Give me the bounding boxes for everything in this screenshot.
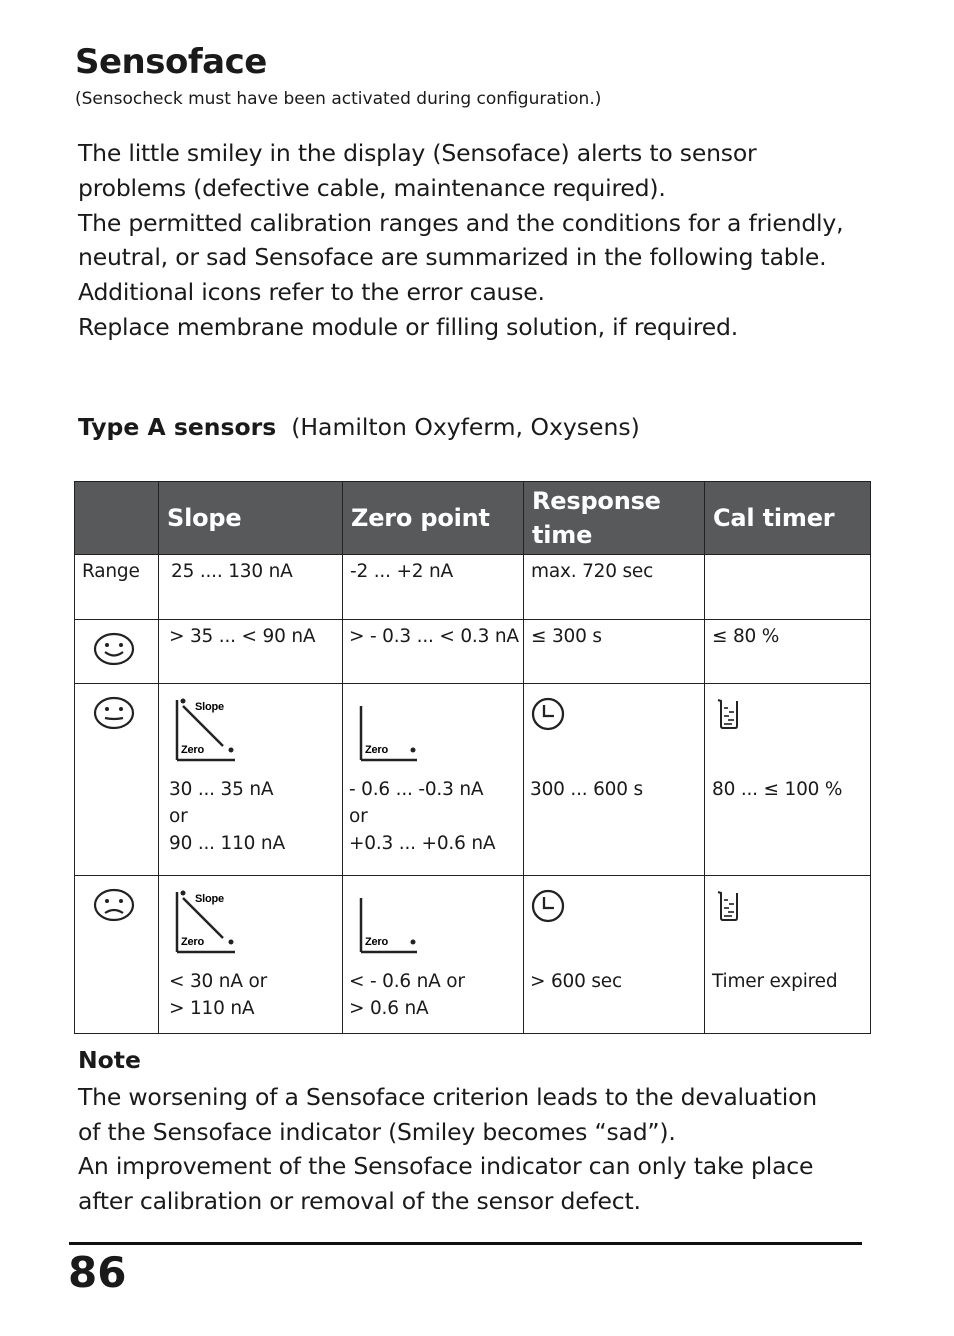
table-cell: [75, 620, 159, 684]
note-line: of the Sensoface indicator (Smiley becomes “sad”).: [78, 1117, 676, 1146]
happy-slope: > 35 ... < 90 nA: [169, 626, 316, 647]
value-line: < - 0.6 nA or: [349, 971, 465, 992]
header-cell-timer: [705, 482, 871, 555]
subtitle: (Sensocheck must have been activated during configuration.): [75, 89, 602, 109]
table-row-sad: [75, 876, 871, 1034]
neutral-face-icon: [93, 696, 135, 730]
intro-line: The little smiley in the display (Sensoface) alerts to sensor: [78, 139, 757, 167]
note-line: An improvement of the Sensoface indicator can only take place: [78, 1152, 814, 1181]
range-zero: -2 ... +2 nA: [350, 561, 453, 582]
table-cell: [75, 684, 159, 876]
intro-line: Additional icons refer to the error cause.: [78, 278, 545, 307]
header-cell-response: [524, 482, 705, 555]
table-cell: [524, 620, 705, 684]
sad-timer-values: [712, 968, 837, 995]
header-cell-zero: [343, 482, 524, 555]
table-row-neutral: [75, 684, 871, 876]
slope-icon-label: Slope: [195, 701, 224, 713]
happy-zero: > - 0.3 ... < 0.3 nA: [349, 626, 519, 647]
happy-timer: ≤ 80 %: [712, 626, 780, 647]
table-row-happy: [75, 620, 871, 684]
value-line: < 30 nA or: [169, 971, 267, 992]
happy-response: ≤ 300 s: [531, 626, 602, 647]
neutral-response-values: [530, 776, 643, 803]
slope-icon-label: Slope: [195, 893, 224, 905]
zero-icon-label: Zero: [365, 936, 389, 948]
value-line: or: [349, 806, 368, 827]
slope-zero-icon: [173, 888, 253, 958]
value-line: - 0.6 ... -0.3 nA: [349, 779, 484, 800]
table-row-range: [75, 555, 871, 620]
neutral-timer-values: [712, 776, 842, 803]
sad-face-icon: [93, 888, 135, 922]
footer-divider: [69, 1242, 862, 1245]
neutral-zero-values: [349, 776, 495, 857]
range-response: max. 720 sec: [531, 561, 654, 582]
value-line: > 600 sec: [530, 971, 622, 992]
zero-icon-label: Zero: [181, 744, 205, 756]
value-line: > 110 nA: [169, 998, 255, 1019]
zero-icon: [357, 888, 437, 958]
intro-line: problems (defective cable, maintenance required).: [78, 173, 666, 202]
intro-paragraph: [78, 136, 843, 345]
header-cal-timer: Cal timer: [713, 504, 835, 532]
range-slope: 25 .... 130 nA: [171, 561, 293, 582]
note-line: after calibration or removal of the sensor defect.: [78, 1186, 641, 1215]
table-cell: [524, 684, 705, 876]
header-slope: Slope: [167, 504, 242, 532]
neutral-slope-values: [169, 776, 285, 857]
value-line: 90 ... 110 nA: [169, 833, 285, 854]
note-line: The worsening of a Sensoface criterion leads to the devaluation: [78, 1083, 817, 1111]
range-timer: [705, 555, 870, 561]
page-number: 86: [68, 1248, 127, 1297]
table-cell: [159, 555, 343, 620]
section-heading: [78, 413, 640, 441]
header-cell-slope: [159, 482, 343, 555]
sad-response-values: [530, 968, 622, 995]
table-cell: [343, 555, 524, 620]
table-cell: [524, 555, 705, 620]
value-line: 80 ... ≤ 100 %: [712, 779, 843, 800]
table-cell: [705, 620, 871, 684]
slope-zero-icon: [173, 696, 253, 766]
header-response-time: Response time: [532, 487, 661, 549]
beaker-timer-icon: [715, 888, 745, 924]
value-line: 30 ... 35 nA: [169, 779, 274, 800]
header-zero-point: Zero point: [351, 504, 490, 532]
table-cell: [75, 876, 159, 1034]
note-heading: Note: [78, 1046, 141, 1074]
zero-icon-label: Zero: [181, 936, 205, 948]
intro-line: The permitted calibration ranges and the conditions for a friendly,: [78, 208, 844, 237]
clock-icon: [530, 696, 568, 734]
header-cell-empty: [75, 482, 159, 555]
zero-icon: [357, 696, 437, 766]
intro-line: Replace membrane module or filling solution, if required.: [78, 312, 738, 341]
zero-icon-label: Zero: [365, 744, 389, 756]
table-cell: [705, 876, 871, 1034]
table-cell: [705, 684, 871, 876]
value-line: Timer expired: [712, 971, 838, 992]
table-cell: [343, 684, 524, 876]
sensoface-table: [74, 481, 871, 1034]
range-label: Range: [82, 561, 140, 582]
table-cell: [343, 876, 524, 1034]
table-cell: [705, 555, 871, 620]
table-cell: [343, 620, 524, 684]
table-cell: [524, 876, 705, 1034]
table-cell: [75, 555, 159, 620]
sad-slope-values: [169, 968, 267, 1022]
section-heading-bold: Type A sensors: [78, 413, 277, 441]
note-paragraph: [78, 1080, 817, 1218]
table-cell: [159, 684, 343, 876]
value-line: > 0.6 nA: [349, 998, 429, 1019]
table-cell: [159, 620, 343, 684]
intro-line: neutral, or sad Sensoface are summarized in the following table.: [78, 243, 827, 272]
table-cell: [159, 876, 343, 1034]
section-heading-rest: (Hamilton Oxyferm, Oxysens): [291, 413, 640, 441]
value-line: +0.3 ... +0.6 nA: [349, 833, 496, 854]
page-title: Sensoface: [75, 42, 267, 82]
happy-face-icon: [93, 632, 135, 666]
beaker-timer-icon: [715, 696, 745, 732]
value-line: 300 ... 600 s: [530, 779, 643, 800]
sad-zero-values: [349, 968, 465, 1022]
clock-icon: [530, 888, 568, 926]
table-header-row: [75, 482, 871, 555]
value-line: or: [169, 806, 188, 827]
